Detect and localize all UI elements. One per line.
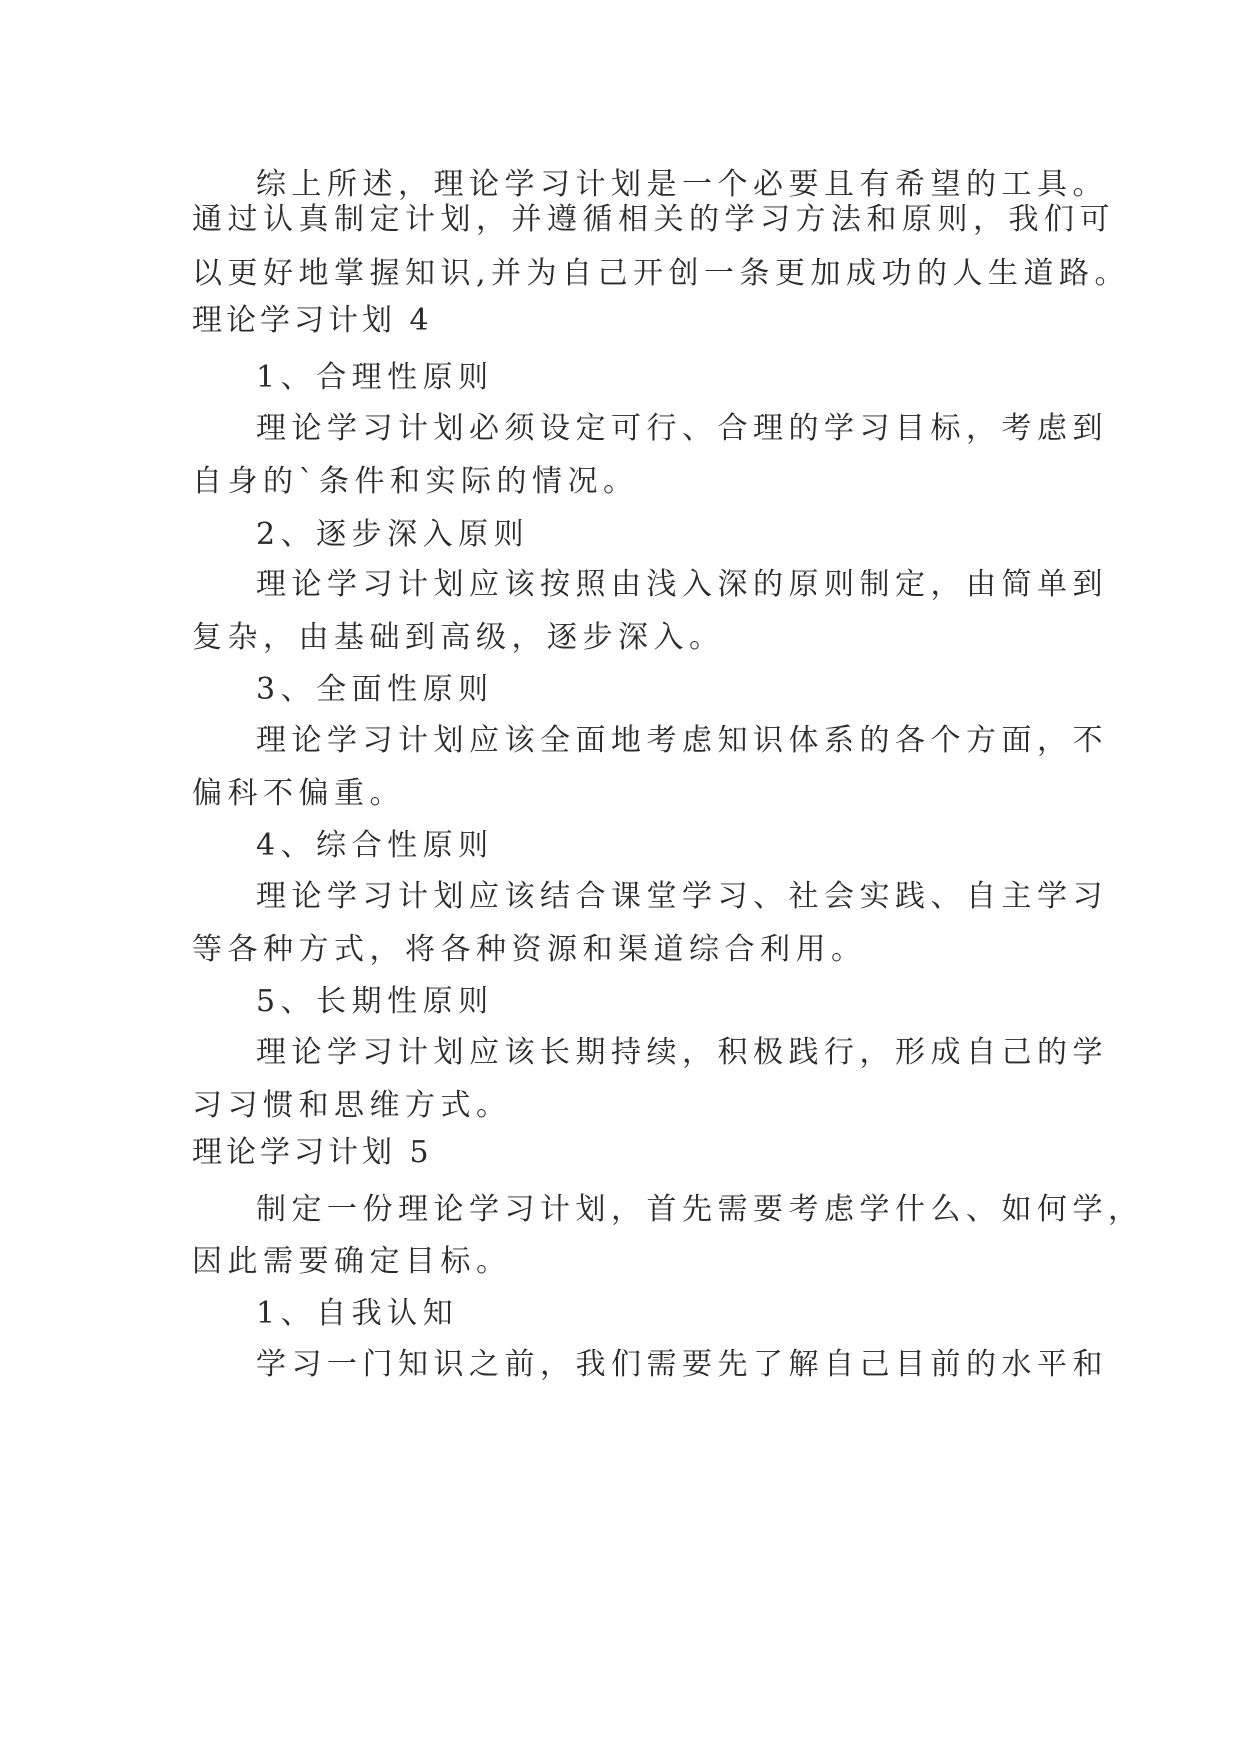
paragraph-line: 通过认真制定计划，并遵循相关的学习方法和原则，我们可 bbox=[192, 202, 1115, 237]
paragraph-line: 等各种方式，将各种资源和渠道综合利用。 bbox=[192, 932, 867, 967]
principle-heading: 1、自我认知 bbox=[256, 1296, 459, 1331]
principle-heading: 3、全面性原则 bbox=[256, 672, 494, 707]
paragraph-line: 理论学习计划应该按照由浅入深的原则制定，由简单到 bbox=[256, 567, 1108, 602]
paragraph-line: 理论学习计划应该长期持续，积极践行，形成自己的学 bbox=[256, 1035, 1108, 1070]
principle-heading: 2、逐步深入原则 bbox=[256, 517, 530, 552]
paragraph-line: 复杂，由基础到高级，逐步深入。 bbox=[192, 620, 725, 655]
paragraph-line: 因此需要确定目标。 bbox=[192, 1244, 512, 1279]
paragraph-line: 制定一份理论学习计划，首先需要考虑学什么、如何学， bbox=[256, 1192, 1144, 1227]
principle-heading: 4、综合性原则 bbox=[256, 828, 494, 863]
paragraph-line: 理论学习计划应该全面地考虑知识体系的各个方面，不 bbox=[256, 723, 1108, 758]
principle-heading: 5、长期性原则 bbox=[256, 984, 494, 1019]
section-heading: 理论学习计划 4 bbox=[192, 303, 433, 338]
section-heading: 理论学习计划 5 bbox=[192, 1135, 433, 1170]
paragraph-line: 偏科不偏重。 bbox=[192, 776, 405, 811]
paragraph-line: 理论学习计划必须设定可行、合理的学习目标，考虑到 bbox=[256, 411, 1108, 446]
paragraph-line: 理论学习计划应该结合课堂学习、社会实践、自主学习 bbox=[256, 879, 1108, 914]
paragraph-line: 学习一门知识之前，我们需要先了解自己目前的水平和 bbox=[256, 1347, 1108, 1382]
paragraph-line: 综上所述，理论学习计划是一个必要且有希望的工具。 bbox=[256, 167, 1108, 202]
paragraph-line: 自身的`条件和实际的情况。 bbox=[192, 464, 639, 499]
paragraph-line: 以更好地掌握知识,并为自己开创一条更加成功的人生道路。 bbox=[192, 256, 1131, 291]
paragraph-line: 习习惯和思维方式。 bbox=[192, 1088, 512, 1123]
principle-heading: 1、合理性原则 bbox=[256, 360, 494, 395]
